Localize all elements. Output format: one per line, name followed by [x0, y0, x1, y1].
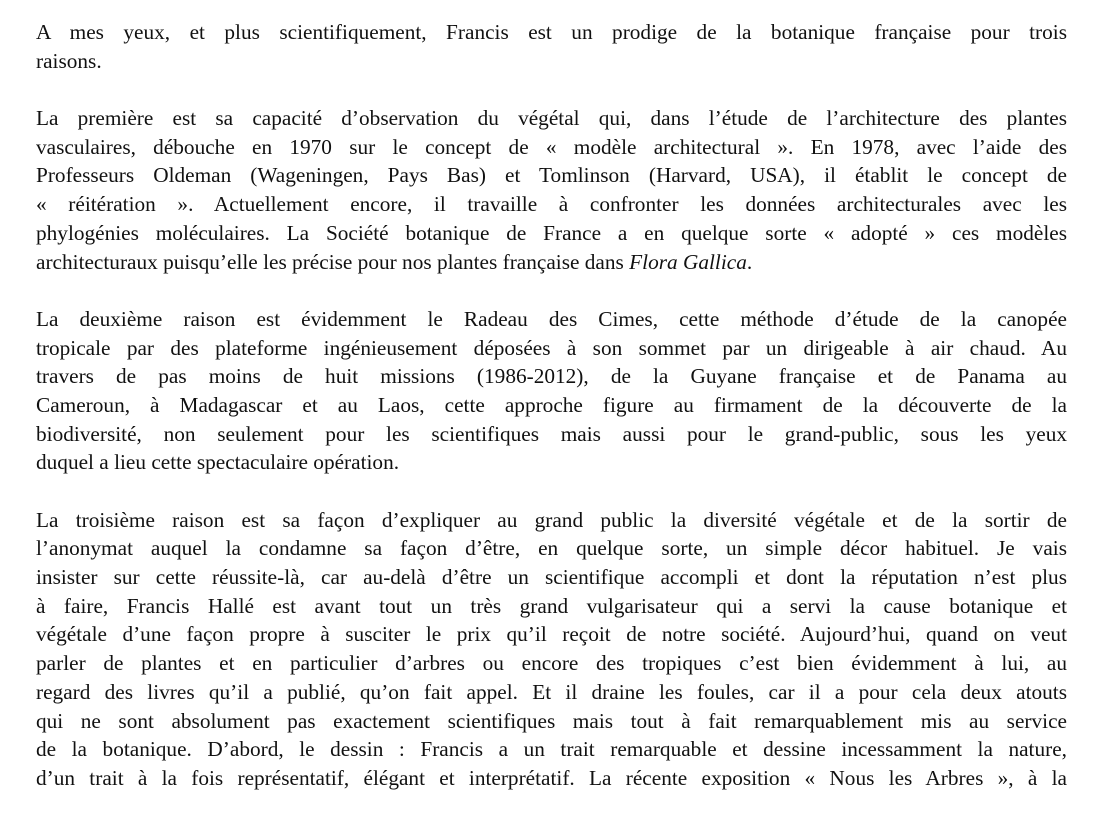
text-line: raisons.: [36, 48, 102, 73]
text-line: « réitération ». Actuellement encore, il travaille à confronter les données architecturales avec les: [36, 192, 1067, 217]
text-line: phylogénies moléculaires. La Société botanique de France a en quelque sorte « adopté » ces modèles: [36, 220, 1067, 245]
text-line: [36, 248, 1067, 277]
paragraph-first-reason: [36, 104, 1067, 276]
text-line: tropicale par des plateforme ingénieusement déposées à son sommet par un dirigeable à air chaud. Au: [36, 335, 1067, 360]
text-line: parler de plantes et en particulier d’arbres ou encore des tropiques c’est bien évidemment à lui, au: [36, 651, 1067, 676]
text-line: La première est sa capacité d’observation du végétal qui, dans l’étude de l’architecture des plantes: [36, 106, 1067, 131]
text-line: Cameroun, à Madagascar et au Laos, cette approche figure au firmament de la découverte de la: [36, 392, 1067, 417]
paragraph-third-reason: [36, 506, 1067, 793]
document-page: [36, 18, 1067, 821]
text-line: végétale d’une façon propre à susciter le prix qu’il reçoit de notre société. Aujourd’hui, quand on veut: [36, 622, 1067, 647]
text-line: insister sur cette réussite-là, car au-delà d’être un scientifique accompli et dont la réputation n’est plus: [36, 565, 1067, 590]
text-line: La deuxième raison est évidemment le Radeau des Cimes, cette méthode d’étude de la canopée: [36, 306, 1067, 331]
text-line: La troisième raison est sa façon d’expliquer au grand public la diversité végétale et de la sortir de: [36, 507, 1067, 532]
text-line: de la botanique. D’abord, le dessin : Francis a un trait remarquable et dessine incessamment la nature,: [36, 737, 1067, 762]
text-line: A mes yeux, et plus scientifiquement, Francis est un prodige de la botanique française pour trois: [36, 20, 1067, 44]
text-line: Professeurs Oldeman (Wageningen, Pays Bas) et Tomlinson (Harvard, USA), il établit le concept de: [36, 163, 1067, 188]
text-run: .: [746, 249, 753, 274]
text-line: vasculaires, débouche en 1970 sur le concept de « modèle architectural ». En 1978, avec l’aide des: [36, 134, 1067, 159]
text-line: duquel a lieu cette spectaculaire opération.: [36, 450, 400, 475]
text-line: l’anonymat auquel la condamne sa façon d’être, en quelque sorte, un simple décor habituel. Je vais: [36, 536, 1067, 561]
text-line: qui ne sont absolument pas exactement scientifiques mais tout à fait remarquablement mis au service: [36, 708, 1067, 733]
book-title-flora-gallica: Flora Gallica: [629, 249, 747, 274]
text-line: travers de pas moins de huit missions (1986-2012), de la Guyane française et de Panama au: [36, 364, 1067, 389]
paragraph-second-reason: [36, 305, 1067, 477]
text-run: architecturaux puisqu’elle les précise pour nos plantes française dans: [36, 249, 630, 274]
text-line: à faire, Francis Hallé est avant tout un très grand vulgarisateur qui a servi la cause botanique et: [36, 593, 1067, 618]
text-line: regard des livres qu’il a publié, qu’on fait appel. Et il draine les foules, car il a pour cela deux atouts: [36, 679, 1067, 704]
text-line: d’un trait à la fois représentatif, élégant et interprétatif. La récente exposition « Nous les Arbres », à la: [36, 765, 1067, 790]
paragraph-intro: [36, 18, 1067, 75]
text-line: biodiversité, non seulement pour les scientifiques mais aussi pour le grand-public, sous les yeux: [36, 421, 1067, 446]
